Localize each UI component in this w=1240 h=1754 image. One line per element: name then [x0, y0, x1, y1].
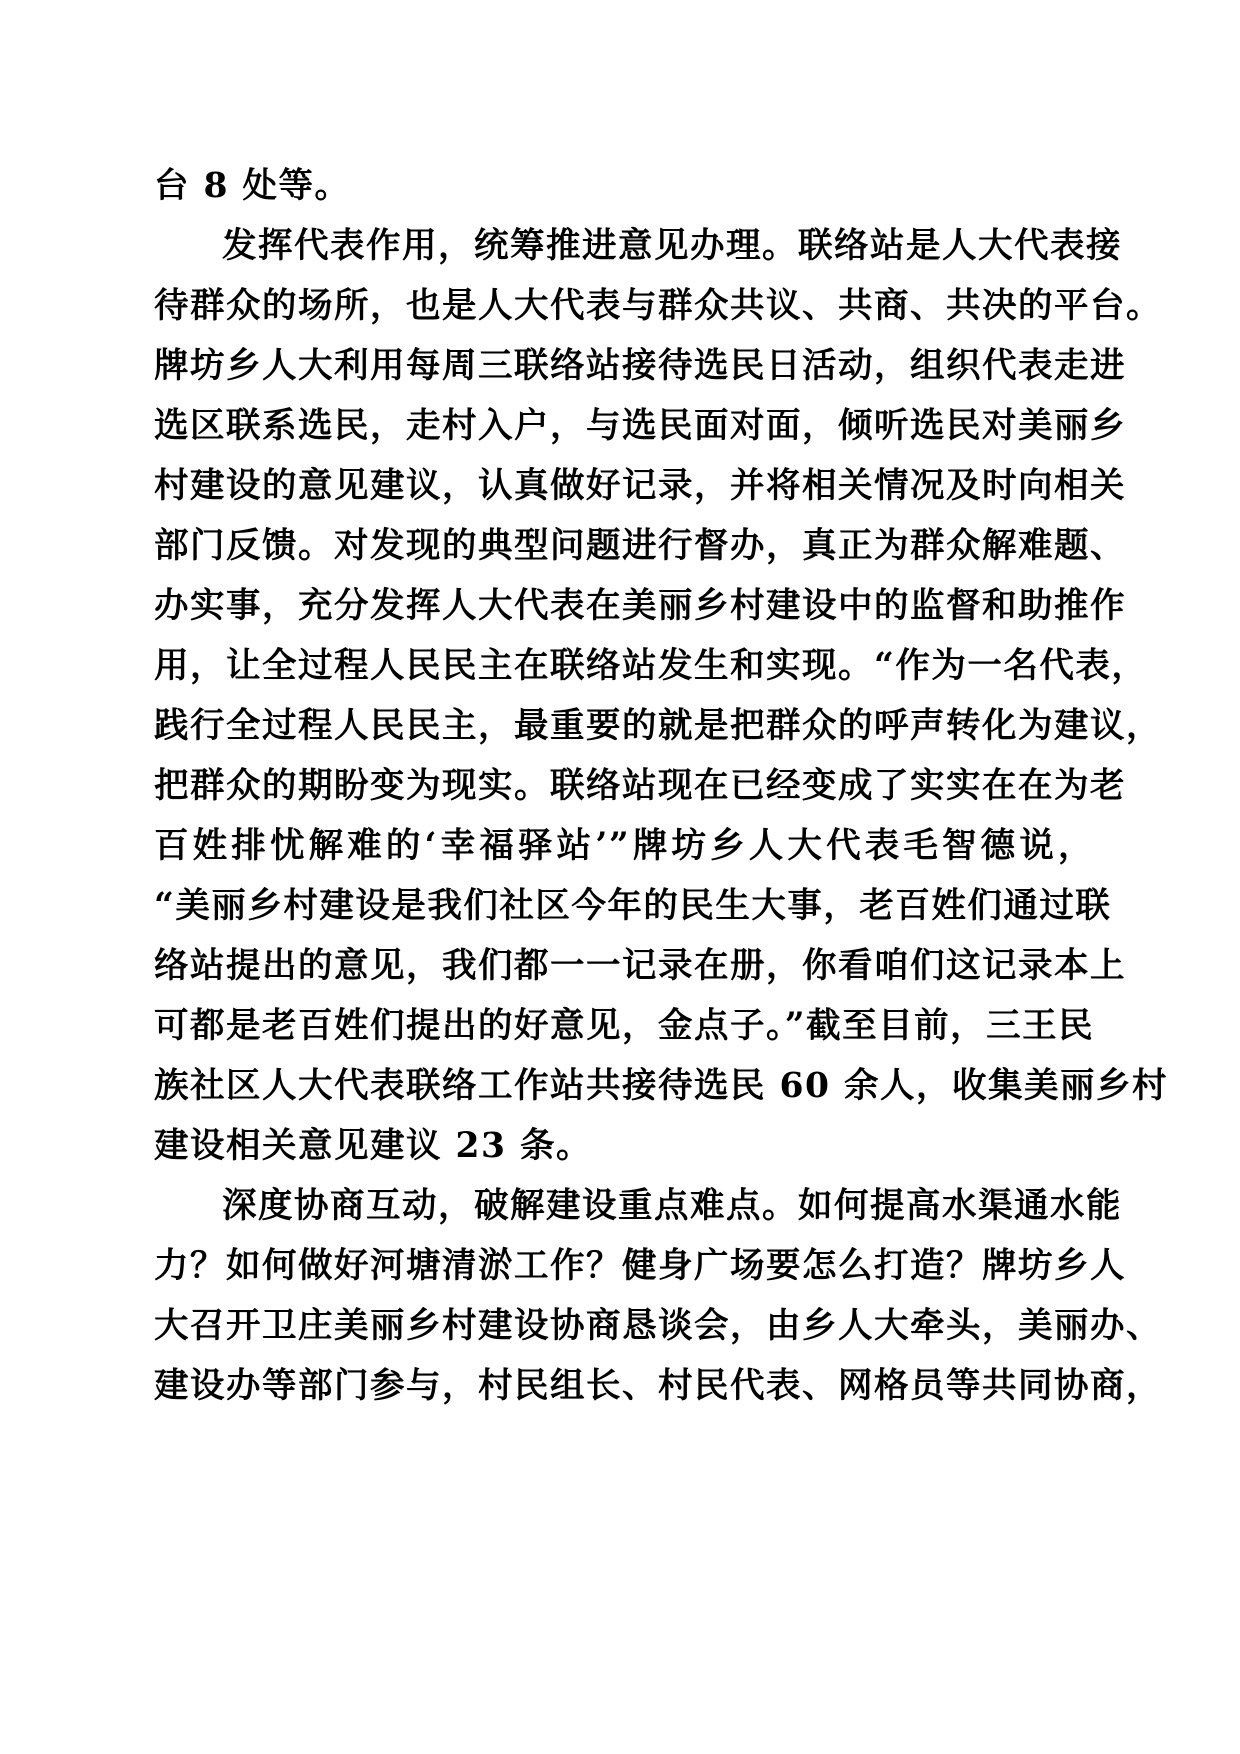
text-line: 部门反馈。对发现的典型问题进行督办，真正为群众解难题、: [154, 526, 1126, 566]
text-line: 待群众的场所，也是人大代表与群众共议、共商、共决的平台。: [154, 286, 1162, 326]
text-line: 台 8 处等。: [154, 166, 351, 206]
text-line: 建设相关意见建议 23 条。: [154, 1126, 593, 1166]
text-line: “美丽乡村建设是我们社区今年的民生大事，老百姓们通过联: [154, 886, 1112, 926]
text-line: 族社区人大代表联络工作站共接待选民 60 余人，收集美丽乡村: [154, 1066, 1169, 1106]
text-line: 选区联系选民，走村入户，与选民面对面，倾听选民对美丽乡: [154, 406, 1126, 446]
text-line: 用，让全过程人民民主在联络站发生和实现。“作为一名代表，: [154, 646, 1148, 686]
text-line: 践行全过程人民民主，最重要的就是把群众的呼声转化为建议，: [154, 706, 1162, 746]
text-line: 牌坊乡人大利用每周三联络站接待选民日活动，组织代表走进: [154, 346, 1126, 386]
text-line: 络站提出的意见，我们都一一记录在册，你看咱们这记录本上: [154, 946, 1126, 986]
text-line: 大召开卫庄美丽乡村建设协商恳谈会，由乡人大牵头，美丽办、: [154, 1306, 1162, 1346]
text-line: 力？如何做好河塘清淤工作？健身广场要怎么打造？牌坊乡人: [154, 1246, 1126, 1286]
text-line: 办实事，充分发挥人大代表在美丽乡村建设中的监督和助推作: [154, 586, 1126, 626]
text-line: 可都是老百姓们提出的好意见，金点子。”截至目前，三王民: [154, 1006, 1095, 1046]
paragraph-heading-line: 发挥代表作用，统筹推进意见办理。联络站是人大代表接: [222, 226, 1122, 266]
text-line: 建设办等部门参与，村民组长、村民代表、网格员等共同协商，: [154, 1366, 1162, 1406]
paragraph-heading-line: 深度协商互动，破解建设重点难点。如何提高水渠通水能: [222, 1186, 1122, 1226]
text-line: 把群众的期盼变为现实。联络站现在已经变成了实实在在为老: [154, 766, 1126, 806]
text-line: 百姓排忧解难的‘幸福驿站’”牌坊乡人大代表毛智德说，: [154, 826, 1094, 866]
text-line: 村建设的意见建议，认真做好记录，并将相关情况及时向相关: [154, 466, 1126, 506]
